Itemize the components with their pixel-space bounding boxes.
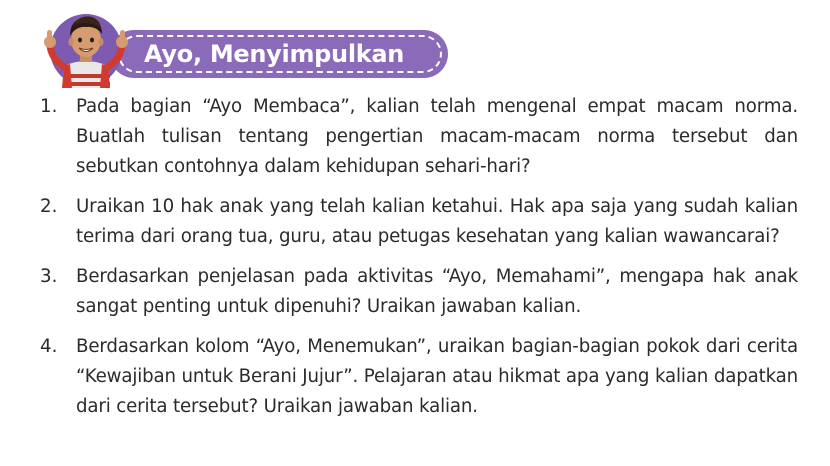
question-item [40, 262, 798, 322]
question-item [40, 92, 798, 182]
boy-thumbs-up-icon [40, 4, 136, 88]
question-list [40, 92, 798, 432]
section-title: Ayo, Menyimpulkan [144, 40, 405, 68]
question-text: Uraikan 10 hak anak yang telah kalian ketahui. Hak apa saja yang sudah kalian terima dari orang tua, guru, atau petugas kesehatan yang kalian wawancarai? [76, 196, 798, 247]
question-number: 3. [40, 266, 58, 287]
question-item [40, 192, 798, 252]
question-text: Berdasarkan kolom “Ayo, Menemukan”, uraikan bagian-bagian pokok dari cerita “Kewajiban untuk Berani Jujur”. Pelajaran atau hikmat apa yang kalian dapatkan dari cerita tersebut? Uraikan jawaban kalian. [76, 336, 799, 417]
question-text: Berdasarkan penjelasan pada aktivitas “Ayo, Memahami”, mengapa hak anak sangat penting untuk dipenuhi? Uraikan jawaban kalian. [76, 266, 798, 317]
question-item [40, 332, 798, 422]
question-number: 4. [40, 336, 58, 357]
question-number: 1. [40, 96, 58, 117]
question-number: 2. [40, 196, 58, 217]
question-text: Pada bagian “Ayo Membaca”, kalian telah mengenal empat macam norma. Buatlah tulisan tentang pengertian macam-macam norma tersebut dan sebutkan contohnya dalam kehidupan sehari-hari? [76, 96, 798, 177]
section-header [40, 4, 420, 84]
